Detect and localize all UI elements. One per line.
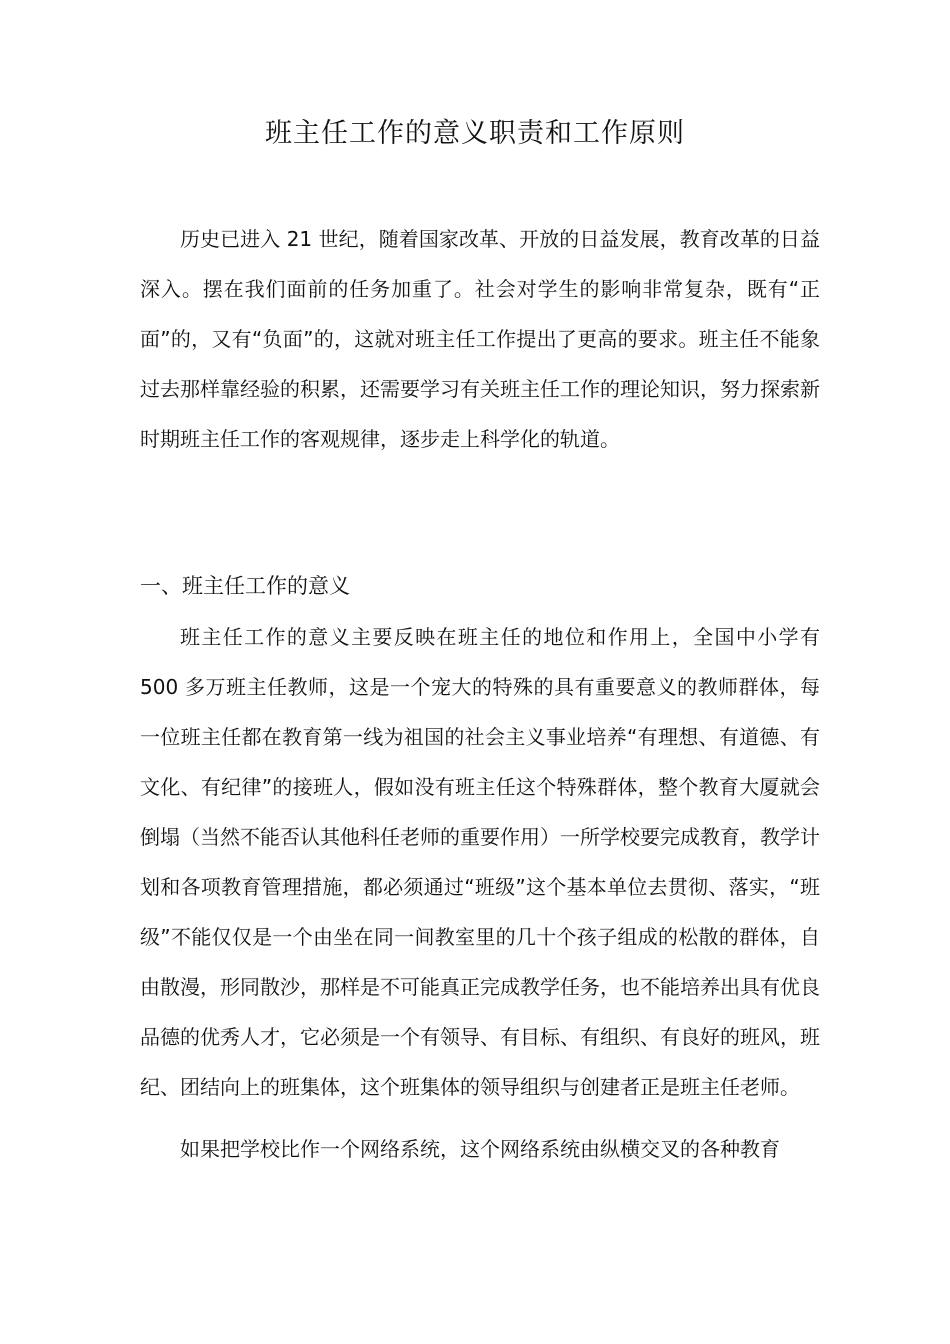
section-significance-body [140,612,820,1174]
section-heading-significance: 一、班主任工作的意义 [140,574,350,598]
intro-section [140,214,820,464]
document-title: 班主任工作的意义职责和工作原则 [265,118,685,149]
section-paragraph-2: 如果把学校比作一个网络系统，这个网络系统由纵横交叉的各种教育 [180,1137,780,1161]
section-paragraph-1: 班主任工作的意义主要反映在班主任的地位和作用上，全国中小学有 500 多万班主任教师，这是一个宠大的特殊的具有重要意义的教师群体，每一位班主任都在教育第一线为祖国的社会主义事业培养“有理想、有道德、有文化、有纪律”的接班人，假如没有班主任这个特殊群体，整个教育大厦就会倒塌（当然不能否认其他科任老师的重要作用）一所学校要完成教育，教学计划和各项教育管理措施，都必须通过“班级”这个基本单位去贯彻、落实，“班级”不能仅仅是一个由坐在同一间教室里的几十个孩子组成的松散的群体，自由散漫，形同散沙，那样是不可能真正完成教学任务，也不能培养出具有优良品德的优秀人才，它必须是一个有领导、有目标、有组织、有良好的班风，班纪、团结向上的班集体，这个班集体的领导组织与创建者正是班主任老师。 [140,625,820,1099]
intro-paragraph: 历史已进入 21 世纪，随着国家改革、开放的日益发展，教育改革的日益深入。摆在我们面前的任务加重了。社会对学生的影响非常复杂，既有“正面”的，又有“负面”的，这就对班主任工作提出了更高的要求。班主任不能象过去那样靠经验的积累，还需要学习有关班主任工作的理论知识，努力探索新时期班主任工作的客观规律，逐步走上科学化的轨道。 [140,227,820,451]
